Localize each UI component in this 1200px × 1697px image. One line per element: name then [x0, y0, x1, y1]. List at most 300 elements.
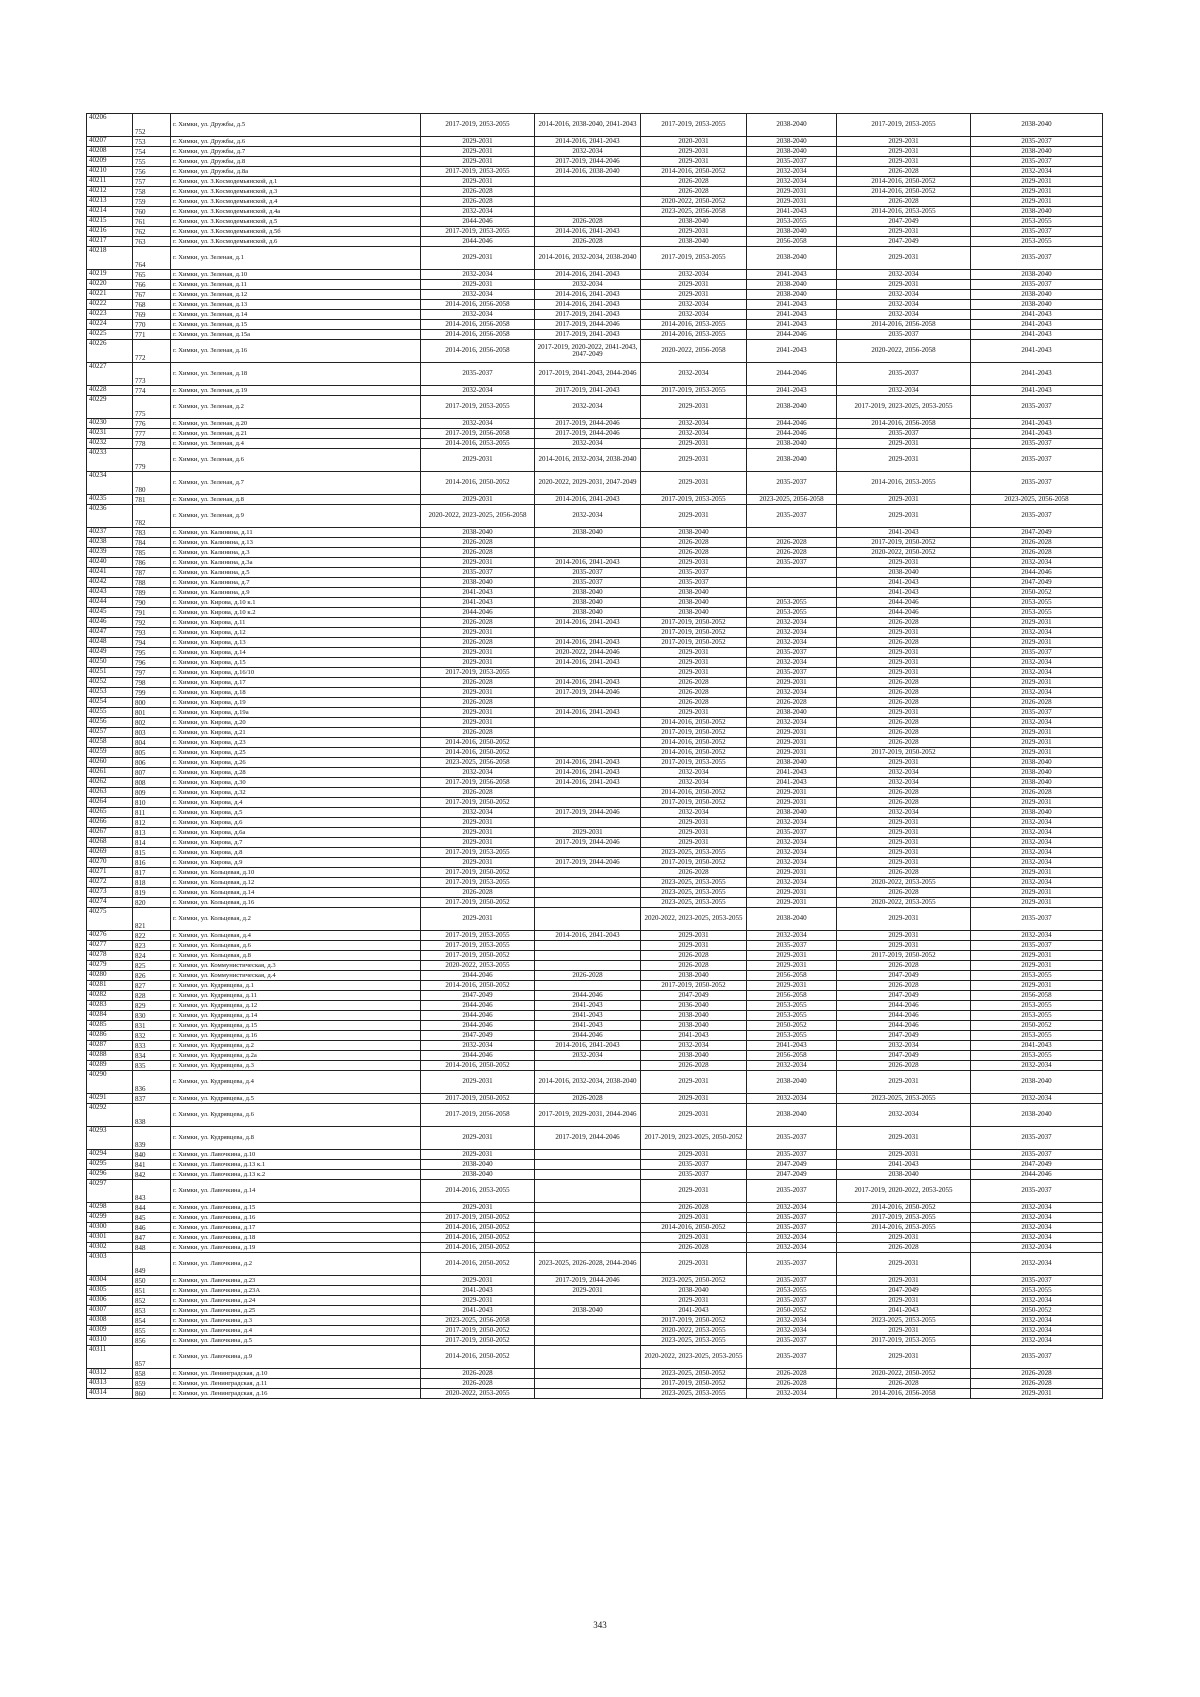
cell-period-5: 2047-2049 [837, 1051, 971, 1061]
cell-period-2 [535, 981, 641, 991]
cell-period-1: 2044-2046 [421, 217, 535, 227]
cell-row-number: 40284 [87, 1011, 133, 1021]
cell-house-id: 765 [133, 270, 171, 280]
cell-period-4: 2032-2034 [747, 1061, 837, 1071]
cell-house-id: 825 [133, 961, 171, 971]
cell-period-1: 2014-2016, 2050-2052 [421, 981, 535, 991]
cell-period-6: 2035-2037 [971, 1150, 1103, 1160]
cell-period-4: 2032-2034 [747, 167, 837, 177]
cell-row-number: 40239 [87, 548, 133, 558]
cell-period-3: 2029-2031 [641, 648, 747, 658]
cell-row-number: 40252 [87, 678, 133, 688]
cell-period-1: 2029-2031 [421, 1071, 535, 1094]
cell-row-number: 40310 [87, 1336, 133, 1346]
cell-period-4: 2026-2028 [747, 538, 837, 548]
cell-house-id: 832 [133, 1031, 171, 1041]
cell-house-id: 841 [133, 1160, 171, 1170]
cell-address: г. Химки, ул. Кирова, д.20 [171, 718, 421, 728]
table-row [87, 300, 1103, 310]
cell-period-5: 2044-2046 [837, 1001, 971, 1011]
cell-period-3: 2029-2031 [641, 157, 747, 167]
cell-period-1: 2023-2025, 2056-2058 [421, 1316, 535, 1326]
table-row [87, 396, 1103, 419]
cell-period-2: 2017-2019, 2044-2046 [535, 808, 641, 818]
cell-period-3: 2026-2028 [641, 1243, 747, 1253]
cell-period-1: 2014-2016, 2050-2052 [421, 748, 535, 758]
table-row [87, 439, 1103, 449]
table-row [87, 1071, 1103, 1094]
table-row [87, 280, 1103, 290]
table-row [87, 598, 1103, 608]
cell-row-number: 40307 [87, 1306, 133, 1316]
cell-house-id: 855 [133, 1326, 171, 1336]
cell-period-1: 2017-2019, 2050-2052 [421, 951, 535, 961]
cell-period-4: 2023-2025, 2056-2058 [747, 495, 837, 505]
cell-period-1: 2014-2016, 2053-2055 [421, 439, 535, 449]
cell-period-2: 2014-2016, 2041-2043 [535, 931, 641, 941]
cell-period-6: 2029-2031 [971, 961, 1103, 971]
cell-period-1: 2044-2046 [421, 1001, 535, 1011]
cell-address: г. Химки, ул. Дружбы, д.8 [171, 157, 421, 167]
cell-period-6: 2041-2043 [971, 1041, 1103, 1051]
cell-period-3: 2023-2025, 2050-2052 [641, 1369, 747, 1379]
table-row [87, 1213, 1103, 1223]
cell-period-5: 2029-2031 [837, 558, 971, 568]
cell-period-1: 2017-2019, 2053-2055 [421, 668, 535, 678]
cell-row-number: 40207 [87, 137, 133, 147]
cell-period-1: 2029-2031 [421, 247, 535, 270]
cell-period-3: 2017-2019, 2053-2055 [641, 386, 747, 396]
table-row [87, 838, 1103, 848]
table-row [87, 247, 1103, 270]
cell-period-6: 2053-2055 [971, 608, 1103, 618]
cell-period-3: 2032-2034 [641, 429, 747, 439]
cell-period-4: 2032-2034 [747, 1243, 837, 1253]
cell-period-6: 2029-2031 [971, 638, 1103, 648]
cell-period-6: 2032-2034 [971, 848, 1103, 858]
cell-row-number: 40217 [87, 237, 133, 247]
cell-period-1: 2017-2019, 2056-2058 [421, 429, 535, 439]
cell-period-1: 2044-2046 [421, 237, 535, 247]
cell-house-id: 808 [133, 778, 171, 788]
cell-address: г. Химки, ул. Зеленая, д.2 [171, 396, 421, 419]
cell-period-3: 2029-2031 [641, 1094, 747, 1104]
cell-period-2: 2014-2016, 2032-2034, 2038-2040 [535, 449, 641, 472]
cell-period-2 [535, 1243, 641, 1253]
cell-period-6: 2032-2034 [971, 1223, 1103, 1233]
cell-period-5: 2026-2028 [837, 167, 971, 177]
cell-period-2 [535, 698, 641, 708]
cell-period-1: 2017-2019, 2056-2058 [421, 1104, 535, 1127]
cell-period-4: 2038-2040 [747, 758, 837, 768]
cell-period-5: 2023-2025, 2053-2055 [837, 1094, 971, 1104]
cell-period-3: 2032-2034 [641, 808, 747, 818]
cell-period-5: 2026-2028 [837, 638, 971, 648]
cell-period-1: 2014-2016, 2050-2052 [421, 1253, 535, 1276]
cell-row-number: 40206 [87, 114, 133, 137]
cell-period-2 [535, 1369, 641, 1379]
cell-period-3: 2038-2040 [641, 1286, 747, 1296]
cell-period-5: 2032-2034 [837, 386, 971, 396]
cell-period-5: 2017-2019, 2053-2055 [837, 114, 971, 137]
cell-period-1: 2014-2016, 2050-2052 [421, 1233, 535, 1243]
cell-address: г. Химки, ул. Кольцевая, д.14 [171, 888, 421, 898]
cell-row-number: 40312 [87, 1369, 133, 1379]
cell-period-2 [535, 848, 641, 858]
cell-house-id: 784 [133, 538, 171, 548]
table-row [87, 638, 1103, 648]
cell-period-2 [535, 1203, 641, 1213]
cell-period-5: 2017-2019, 2050-2052 [837, 538, 971, 548]
cell-period-2: 2014-2016, 2041-2043 [535, 638, 641, 648]
cell-period-4: 2035-2037 [747, 668, 837, 678]
cell-address: г. Химки, ул. З.Космодемьянской, д.5б [171, 227, 421, 237]
cell-period-4: 2044-2046 [747, 363, 837, 386]
cell-period-3: 2029-2031 [641, 1104, 747, 1127]
cell-period-4: 2044-2046 [747, 429, 837, 439]
cell-house-id: 848 [133, 1243, 171, 1253]
cell-address: г. Химки, ул. Кольцевая, д.8 [171, 951, 421, 961]
cell-period-5: 2026-2028 [837, 618, 971, 628]
cell-row-number: 40208 [87, 147, 133, 157]
table-row [87, 558, 1103, 568]
cell-row-number: 40294 [87, 1150, 133, 1160]
cell-row-number: 40270 [87, 858, 133, 868]
cell-house-id: 762 [133, 227, 171, 237]
cell-period-6: 2026-2028 [971, 548, 1103, 558]
cell-address: г. Химки, ул. Калинина, д.11 [171, 528, 421, 538]
cell-period-6: 2029-2031 [971, 981, 1103, 991]
cell-period-4: 2041-2043 [747, 340, 837, 363]
cell-row-number: 40289 [87, 1061, 133, 1071]
cell-row-number: 40262 [87, 778, 133, 788]
cell-period-5: 2014-2016, 2056-2058 [837, 1389, 971, 1399]
cell-period-1: 2014-2016, 2050-2052 [421, 1346, 535, 1369]
cell-house-id: 800 [133, 698, 171, 708]
cell-period-4: 2032-2034 [747, 1316, 837, 1326]
cell-period-2: 2014-2016, 2041-2043 [535, 227, 641, 237]
table-row [87, 1389, 1103, 1399]
table-row [87, 808, 1103, 818]
cell-period-1: 2014-2016, 2050-2052 [421, 1243, 535, 1253]
cell-row-number: 40234 [87, 472, 133, 495]
cell-row-number: 40299 [87, 1213, 133, 1223]
cell-house-id: 830 [133, 1011, 171, 1021]
cell-period-6: 2038-2040 [971, 147, 1103, 157]
cell-period-1: 2032-2034 [421, 207, 535, 217]
cell-period-5: 2035-2037 [837, 429, 971, 439]
cell-period-4: 2032-2034 [747, 1326, 837, 1336]
cell-period-1: 2026-2028 [421, 538, 535, 548]
cell-period-5: 2014-2016, 2053-2055 [837, 207, 971, 217]
table-row [87, 157, 1103, 167]
cell-row-number: 40248 [87, 638, 133, 648]
cell-period-3: 2023-2025, 2053-2055 [641, 848, 747, 858]
cell-period-5: 2026-2028 [837, 197, 971, 207]
cell-period-4: 2038-2040 [747, 439, 837, 449]
cell-row-number: 40257 [87, 728, 133, 738]
table-row [87, 429, 1103, 439]
cell-period-3: 2023-2025, 2053-2055 [641, 1389, 747, 1399]
cell-period-2 [535, 187, 641, 197]
cell-row-number: 40281 [87, 981, 133, 991]
cell-period-2 [535, 898, 641, 908]
cell-address: г. Химки, ул. Кирова, д.30 [171, 778, 421, 788]
cell-house-id: 758 [133, 187, 171, 197]
table-row [87, 668, 1103, 678]
cell-address: г. Химки, ул. Кольцевая, д.10 [171, 868, 421, 878]
cell-row-number: 40311 [87, 1346, 133, 1369]
cell-period-5: 2017-2019, 2050-2052 [837, 748, 971, 758]
cell-period-2: 2014-2016, 2041-2043 [535, 658, 641, 668]
cell-period-4: 2035-2037 [747, 1223, 837, 1233]
cell-period-5: 2029-2031 [837, 628, 971, 638]
cell-row-number: 40282 [87, 991, 133, 1001]
cell-period-2 [535, 1061, 641, 1071]
cell-period-1: 2032-2034 [421, 290, 535, 300]
cell-period-3: 2029-2031 [641, 1233, 747, 1243]
cell-period-1: 2029-2031 [421, 628, 535, 638]
cell-period-2 [535, 1389, 641, 1399]
cell-period-3: 2038-2040 [641, 217, 747, 227]
cell-period-3: 2017-2019, 2050-2052 [641, 798, 747, 808]
cell-period-4: 2026-2028 [747, 548, 837, 558]
cell-period-1: 2014-2016, 2050-2052 [421, 472, 535, 495]
cell-address: г. Химки, ул. Кирова, д.15 [171, 658, 421, 668]
cell-row-number: 40213 [87, 197, 133, 207]
cell-address: г. Химки, ул. З.Космодемьянской, д.5 [171, 217, 421, 227]
cell-row-number: 40302 [87, 1243, 133, 1253]
cell-house-id: 837 [133, 1094, 171, 1104]
cell-period-4: 2035-2037 [747, 828, 837, 838]
cell-period-3: 2017-2019, 2053-2055 [641, 758, 747, 768]
cell-row-number: 40288 [87, 1051, 133, 1061]
cell-period-6: 2053-2055 [971, 971, 1103, 981]
cell-period-2: 2014-2016, 2041-2043 [535, 678, 641, 688]
cell-period-3: 2020-2031 [641, 137, 747, 147]
cell-period-3: 2038-2040 [641, 608, 747, 618]
cell-house-id: 776 [133, 419, 171, 429]
cell-house-id: 801 [133, 708, 171, 718]
cell-row-number: 40254 [87, 698, 133, 708]
cell-period-4: 2056-2058 [747, 991, 837, 1001]
cell-period-3: 2029-2031 [641, 828, 747, 838]
cell-period-5: 2029-2031 [837, 848, 971, 858]
cell-house-id: 770 [133, 320, 171, 330]
table-row [87, 728, 1103, 738]
cell-period-6: 2041-2043 [971, 363, 1103, 386]
cell-period-6: 2038-2040 [971, 768, 1103, 778]
table-row [87, 270, 1103, 280]
cell-period-2 [535, 1180, 641, 1203]
cell-period-2: 2032-2034 [535, 396, 641, 419]
table-row [87, 1127, 1103, 1150]
cell-period-1: 2017-2019, 2050-2052 [421, 1213, 535, 1223]
cell-period-3: 2014-2016, 2050-2052 [641, 1223, 747, 1233]
cell-address: г. Химки, ул. Кудрявцева, д.3 [171, 1061, 421, 1071]
cell-period-1: 2032-2034 [421, 310, 535, 320]
cell-period-1: 2029-2031 [421, 718, 535, 728]
cell-period-4: 2038-2040 [747, 290, 837, 300]
cell-period-6: 2038-2040 [971, 290, 1103, 300]
cell-house-id: 791 [133, 608, 171, 618]
cell-address: г. Химки, ул. Дружбы, д.7 [171, 147, 421, 157]
cell-period-3: 2029-2031 [641, 396, 747, 419]
cell-period-4: 2032-2034 [747, 718, 837, 728]
cell-period-6: 2032-2034 [971, 668, 1103, 678]
cell-address: г. Химки, ул. Зеленая, д.15а [171, 330, 421, 340]
cell-period-3: 2029-2031 [641, 449, 747, 472]
cell-period-1: 2029-2031 [421, 177, 535, 187]
cell-period-4: 2041-2043 [747, 320, 837, 330]
cell-address: г. Химки, ул. Лавочкина, д.17 [171, 1223, 421, 1233]
cell-address: г. Химки, ул. Зеленая, д.18 [171, 363, 421, 386]
cell-period-2: 2029-2031 [535, 1286, 641, 1296]
cell-period-5: 2029-2031 [837, 1326, 971, 1336]
cell-period-6: 2032-2034 [971, 1203, 1103, 1213]
cell-address: г. Химки, ул. Кирова, д.12 [171, 628, 421, 638]
cell-row-number: 40236 [87, 505, 133, 528]
table-row [87, 1061, 1103, 1071]
cell-house-id: 785 [133, 548, 171, 558]
cell-address: г. Химки, ул. Лавочкина, д.5 [171, 1336, 421, 1346]
cell-house-id: 831 [133, 1021, 171, 1031]
cell-period-2: 2035-2037 [535, 578, 641, 588]
cell-period-4: 2035-2037 [747, 558, 837, 568]
table-row [87, 848, 1103, 858]
cell-row-number: 40225 [87, 330, 133, 340]
cell-period-3: 2032-2034 [641, 300, 747, 310]
cell-period-2 [535, 878, 641, 888]
cell-period-2: 2014-2016, 2041-2043 [535, 768, 641, 778]
table-row [87, 1243, 1103, 1253]
cell-address: г. Химки, ул. Кирова, д.6 [171, 818, 421, 828]
cell-house-id: 854 [133, 1316, 171, 1326]
cell-period-6: 2026-2028 [971, 1369, 1103, 1379]
cell-period-5: 2044-2046 [837, 1011, 971, 1021]
cell-period-3: 2038-2040 [641, 528, 747, 538]
cell-period-2: 2014-2016, 2032-2034, 2038-2040 [535, 247, 641, 270]
cell-address: г. Химки, ул. Зеленая, д.20 [171, 419, 421, 429]
cell-period-5: 2038-2040 [837, 568, 971, 578]
cell-row-number: 40214 [87, 207, 133, 217]
cell-address: г. Химки, ул. Калинина, д.7 [171, 578, 421, 588]
cell-period-2: 2020-2022, 2029-2031, 2047-2049 [535, 472, 641, 495]
cell-period-1: 2026-2028 [421, 728, 535, 738]
cell-period-3: 2026-2028 [641, 678, 747, 688]
cell-period-6: 2035-2037 [971, 137, 1103, 147]
cell-period-5: 2026-2028 [837, 738, 971, 748]
cell-period-6: 2032-2034 [971, 838, 1103, 848]
cell-period-2 [535, 1213, 641, 1223]
cell-row-number: 40268 [87, 838, 133, 848]
table-row [87, 678, 1103, 688]
cell-house-id: 778 [133, 439, 171, 449]
cell-row-number: 40219 [87, 270, 133, 280]
cell-row-number: 40238 [87, 538, 133, 548]
cell-address: г. Химки, ул. Кирова, д.5 [171, 808, 421, 818]
cell-period-6: 2032-2034 [971, 1296, 1103, 1306]
table-row [87, 1316, 1103, 1326]
cell-house-id: 809 [133, 788, 171, 798]
table-row [87, 538, 1103, 548]
cell-period-5: 2026-2028 [837, 961, 971, 971]
cell-period-5: 2017-2019, 2053-2055 [837, 1213, 971, 1223]
cell-period-6: 2029-2031 [971, 187, 1103, 197]
table-row [87, 778, 1103, 788]
table-row [87, 1276, 1103, 1286]
cell-period-6: 2035-2037 [971, 449, 1103, 472]
cell-period-3: 2029-2031 [641, 931, 747, 941]
cell-period-3: 2035-2037 [641, 568, 747, 578]
cell-row-number: 40278 [87, 951, 133, 961]
cell-period-5: 2029-2031 [837, 818, 971, 828]
cell-period-1: 2032-2034 [421, 386, 535, 396]
table-row [87, 991, 1103, 1001]
cell-period-6: 2038-2040 [971, 207, 1103, 217]
cell-row-number: 40275 [87, 908, 133, 931]
cell-period-3: 2017-2019, 2050-2052 [641, 618, 747, 628]
cell-row-number: 40242 [87, 578, 133, 588]
cell-period-2: 2017-2019, 2044-2046 [535, 320, 641, 330]
cell-period-1: 2017-2019, 2050-2052 [421, 898, 535, 908]
cell-address: г. Химки, ул. Зеленая, д.7 [171, 472, 421, 495]
cell-period-1: 2017-2019, 2050-2052 [421, 1094, 535, 1104]
cell-period-4: 2044-2046 [747, 419, 837, 429]
cell-address: г. Химки, ул. Зеленая, д.12 [171, 290, 421, 300]
cell-period-2 [535, 888, 641, 898]
cell-address: г. Химки, ул. Коммунистическая, д.3 [171, 961, 421, 971]
cell-period-6: 2041-2043 [971, 386, 1103, 396]
cell-period-3: 2017-2019, 2050-2052 [641, 628, 747, 638]
cell-house-id: 839 [133, 1127, 171, 1150]
cell-period-3: 2032-2034 [641, 1041, 747, 1051]
cell-period-3: 2026-2028 [641, 187, 747, 197]
cell-period-1: 2029-2031 [421, 828, 535, 838]
cell-period-6: 2053-2055 [971, 598, 1103, 608]
cell-period-2 [535, 207, 641, 217]
cell-row-number: 40308 [87, 1316, 133, 1326]
table-row [87, 1021, 1103, 1031]
cell-address: г. Химки, ул. Кудрявцева, д.12 [171, 1001, 421, 1011]
cell-period-3: 2023-2025, 2053-2055 [641, 878, 747, 888]
cell-house-id: 820 [133, 898, 171, 908]
cell-period-5: 2041-2043 [837, 1160, 971, 1170]
cell-period-6: 2035-2037 [971, 648, 1103, 658]
cell-period-3: 2029-2031 [641, 1071, 747, 1094]
cell-house-id: 853 [133, 1306, 171, 1316]
cell-period-5: 2014-2016, 2053-2055 [837, 472, 971, 495]
cell-house-id: 826 [133, 971, 171, 981]
cell-period-5: 2029-2031 [837, 147, 971, 157]
cell-period-4: 2041-2043 [747, 207, 837, 217]
cell-period-1: 2023-2025, 2056-2058 [421, 758, 535, 768]
table-row [87, 505, 1103, 528]
table-row [87, 828, 1103, 838]
cell-period-6: 2038-2040 [971, 1104, 1103, 1127]
cell-address: г. Химки, ул. Зеленая, д.16 [171, 340, 421, 363]
cell-period-4: 2038-2040 [747, 908, 837, 931]
cell-period-2: 2017-2019, 2020-2022, 2041-2043, 2047-2049 [535, 340, 641, 363]
cell-period-6: 2050-2052 [971, 588, 1103, 598]
cell-period-3: 2035-2037 [641, 1170, 747, 1180]
cell-period-4: 2053-2055 [747, 1011, 837, 1021]
cell-period-5: 2029-2031 [837, 1150, 971, 1160]
cell-house-id: 836 [133, 1071, 171, 1094]
cell-house-id: 829 [133, 1001, 171, 1011]
cell-row-number: 40253 [87, 688, 133, 698]
cell-address: г. Химки, ул. Кирова, д.11 [171, 618, 421, 628]
